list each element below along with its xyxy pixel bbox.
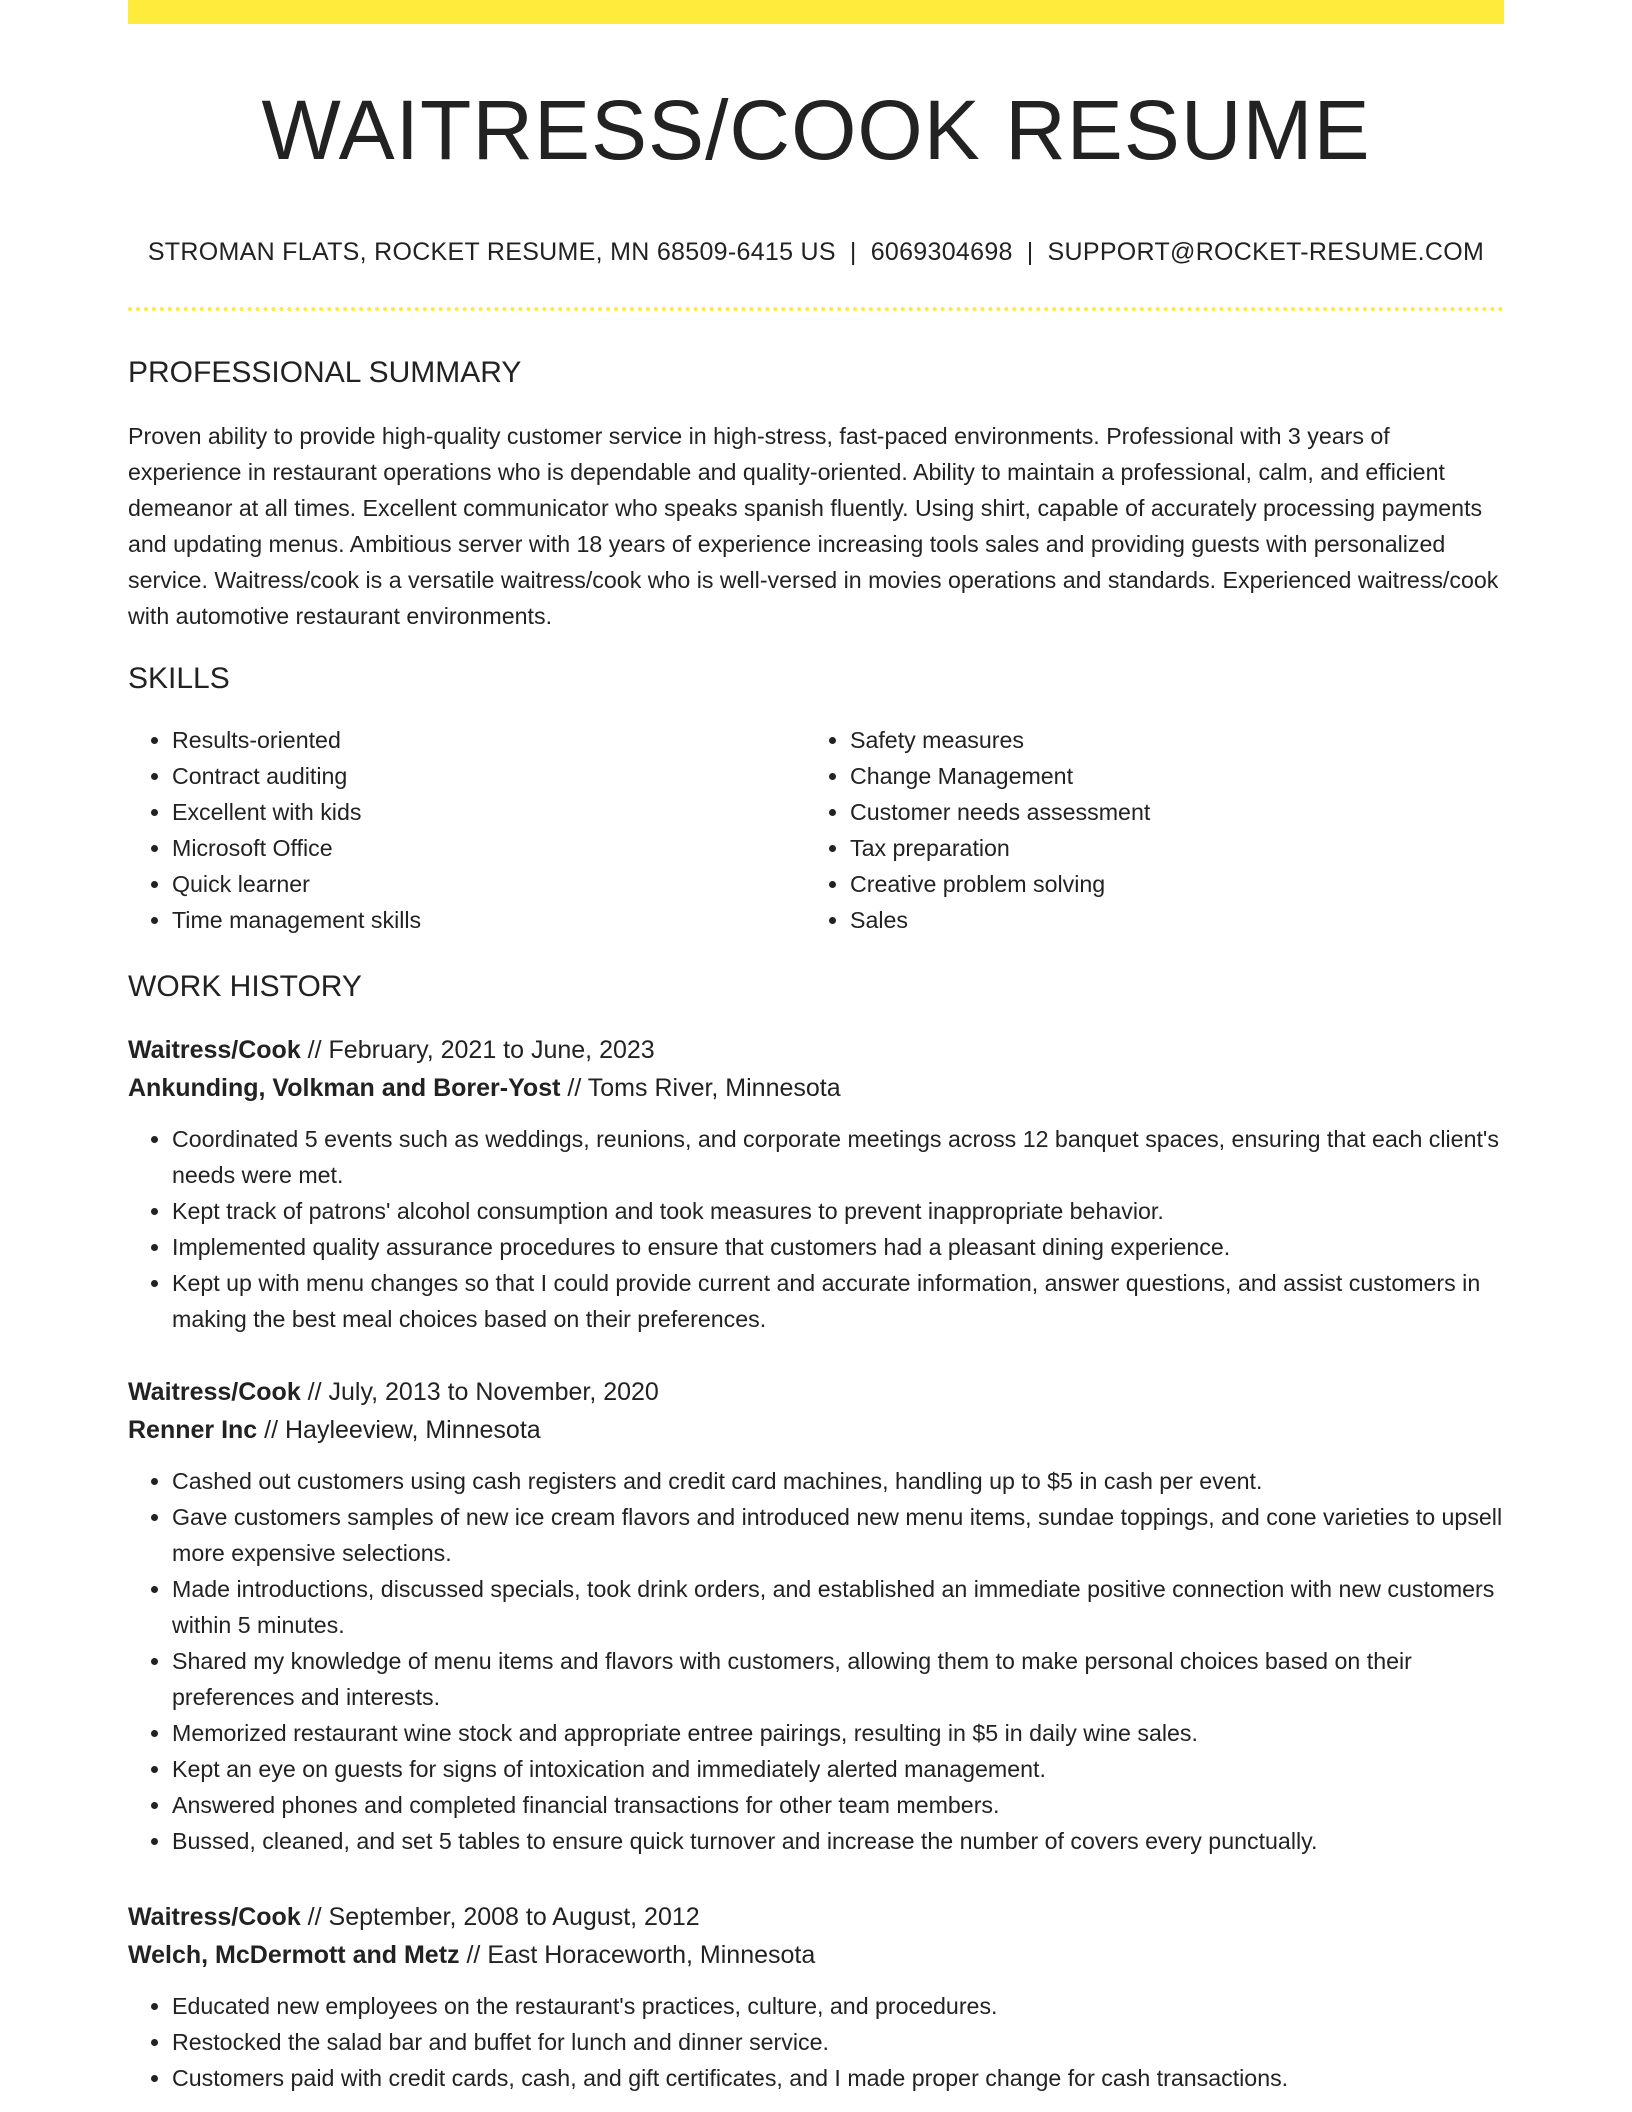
skills-list xyxy=(128,722,1504,938)
skills-heading: SKILLS xyxy=(128,662,230,695)
contact-address: STROMAN FLATS, ROCKET RESUME, MN 68509-6415 US xyxy=(147,238,836,266)
job-bullets xyxy=(128,1121,1504,1337)
job-bullets xyxy=(128,1988,1504,2096)
job-company: Welch, McDermott and Metz xyxy=(128,1941,460,1969)
work-history-heading: WORK HISTORY xyxy=(128,970,362,1003)
page-title: WAITRESS/COOK RESUME xyxy=(261,83,1371,177)
job-company: Renner Inc xyxy=(128,1416,258,1444)
contact-separator: | xyxy=(849,238,857,266)
job-location: East Horaceworth, Minnesota xyxy=(487,1941,816,1969)
accent-bar xyxy=(128,0,1504,24)
job-bullet: • Made introductions, discussed specials, took drink orders, and established an immediate positive connection with new customers within 5 minutes. xyxy=(172,1571,1504,1643)
job-bullet: • Memorized restaurant wine stock and appropriate entree pairings, resulting in $5 in daily wine sales. xyxy=(172,1715,1504,1751)
skill-item: • Results-oriented xyxy=(172,722,806,758)
skills-column-left xyxy=(128,722,806,938)
skill-item: • Microsoft Office xyxy=(172,830,806,866)
job-entry xyxy=(128,1898,1504,2096)
skill-item: • Time management skills xyxy=(172,902,806,938)
job-company-line: Ankunding, Volkman and Borer-Yost // Toms River, Minnesota xyxy=(128,1074,841,1102)
skill-item: • Contract auditing xyxy=(172,758,806,794)
job-title: Waitress/Cook xyxy=(128,1378,301,1406)
skill-item: • Excellent with kids xyxy=(172,794,806,830)
job-company: Ankunding, Volkman and Borer-Yost xyxy=(128,1074,561,1102)
job-bullet: • Gave customers samples of new ice cream flavors and introduced new menu items, sundae toppings, and cone varieties to upsell more expensive selections. xyxy=(172,1499,1504,1571)
contact-phone: 6069304698 xyxy=(870,238,1013,266)
job-dates: February, 2021 to June, 2023 xyxy=(328,1036,655,1064)
job-entry xyxy=(128,1373,1504,1859)
job-bullet: • Answered phones and completed financial transactions for other team members. xyxy=(172,1787,1504,1823)
job-role-line: Waitress/Cook // September, 2008 to August, 2012 xyxy=(128,1903,700,1931)
job-title: Waitress/Cook xyxy=(128,1036,301,1064)
job-location: Toms River, Minnesota xyxy=(587,1074,841,1102)
contact-separator: | xyxy=(1026,238,1034,266)
job-company-line: Welch, McDermott and Metz // East Horaceworth, Minnesota xyxy=(128,1941,816,1969)
skill-item: • Quick learner xyxy=(172,866,806,902)
job-title: Waitress/Cook xyxy=(128,1903,301,1931)
skill-item: • Safety measures xyxy=(850,722,1484,758)
job-bullet: • Kept an eye on guests for signs of intoxication and immediately alerted management. xyxy=(172,1751,1504,1787)
job-location: Hayleeview, Minnesota xyxy=(285,1416,541,1444)
job-role-line: Waitress/Cook // February, 2021 to June, 2023 xyxy=(128,1036,655,1064)
contact-line xyxy=(128,238,1504,267)
job-bullet: • Restocked the salad bar and buffet for lunch and dinner service. xyxy=(172,2024,1504,2060)
job-bullet: • Bussed, cleaned, and set 5 tables to ensure quick turnover and increase the number of covers every punctually. xyxy=(172,1823,1504,1859)
job-bullet: • Cashed out customers using cash registers and credit card machines, handling up to $5 in cash per event. xyxy=(172,1463,1504,1499)
summary-heading: PROFESSIONAL SUMMARY xyxy=(128,356,522,389)
skills-column-right xyxy=(806,722,1484,938)
job-bullet: • Kept up with menu changes so that I could provide current and accurate information, answer questions, and assist customers in making the best meal choices based on their preferences. xyxy=(172,1265,1504,1337)
job-bullet: • Customers paid with credit cards, cash, and gift certificates, and I made proper change for cash transactions. xyxy=(172,2060,1504,2096)
job-bullet: • Educated new employees on the restaurant's practices, culture, and procedures. xyxy=(172,1988,1504,2024)
summary-text: Proven ability to provide high-quality customer service in high-stress, fast-paced environments. Professional with 3 years of experience in restaurant operations who is dependable and quality-oriented. Ability to maintain a professional, calm, and efficient demeanor at all times. Excellent communicator who speaks spanish fluently. Using shirt, capable of accurately processing payments and updating menus. Ambitious server with 18 years of experience increasing tools sales and providing guests with personalized service. Waitress/cook is a versatile waitress/cook who is well-versed in movies operations and standards. Experienced waitress/cook with automotive restaurant environments. xyxy=(128,423,1499,629)
skill-item: • Tax preparation xyxy=(850,830,1484,866)
job-bullets xyxy=(128,1463,1504,1859)
job-dates: September, 2008 to August, 2012 xyxy=(328,1903,700,1931)
contact-email: SUPPORT@ROCKET-RESUME.COM xyxy=(1047,238,1485,266)
job-bullet: • Kept track of patrons' alcohol consumption and took measures to prevent inappropriate behavior. xyxy=(172,1193,1504,1229)
job-bullet: • Shared my knowledge of menu items and flavors with customers, allowing them to make personal choices based on their preferences and interests. xyxy=(172,1643,1504,1715)
job-company-line: Renner Inc // Hayleeview, Minnesota xyxy=(128,1416,541,1444)
skill-item: • Customer needs assessment xyxy=(850,794,1484,830)
skill-item: • Change Management xyxy=(850,758,1484,794)
job-role-line: Waitress/Cook // July, 2013 to November, 2020 xyxy=(128,1378,659,1406)
job-dates: July, 2013 to November, 2020 xyxy=(328,1378,659,1406)
dotted-divider xyxy=(128,307,1504,311)
job-bullet: • Coordinated 5 events such as weddings, reunions, and corporate meetings across 12 banquet spaces, ensuring that each client's needs were met. xyxy=(172,1121,1504,1193)
job-bullet: • Implemented quality assurance procedures to ensure that customers had a pleasant dining experience. xyxy=(172,1229,1504,1265)
skill-item: • Sales xyxy=(850,902,1484,938)
job-entry xyxy=(128,1031,1504,1337)
skill-item: • Creative problem solving xyxy=(850,866,1484,902)
